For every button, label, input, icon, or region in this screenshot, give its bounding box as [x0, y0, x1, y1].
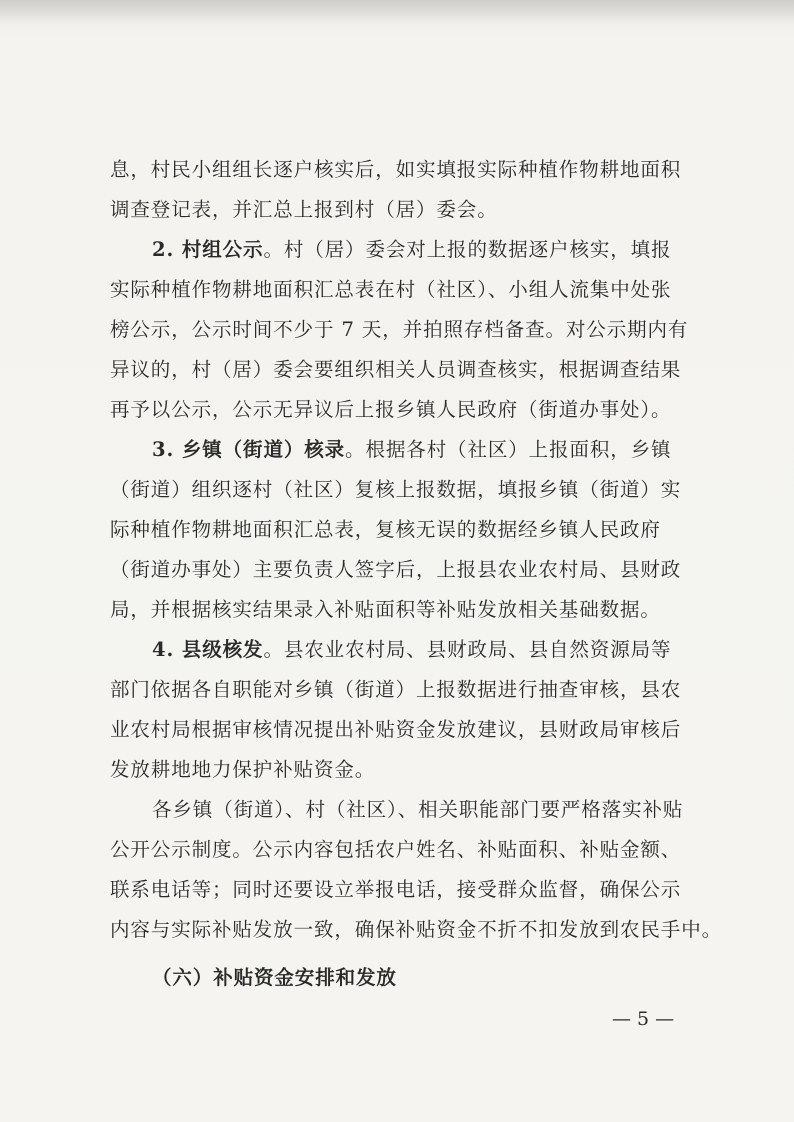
- text-line: 业农村局根据审核情况提出补贴资金发放建议，县财政局审核后: [110, 718, 682, 741]
- text-line: 4. 县级核发。县农业农村局、县财政局、县自然资源局等: [152, 638, 672, 661]
- text-line: 公开公示制度。公示内容包括农户姓名、补贴面积、补贴金额、: [110, 838, 682, 861]
- text-line: 再予以公示，公示无异议后上报乡镇人民政府（街道办事处）。: [110, 398, 672, 421]
- text-line: 调查登记表，并汇总上报到村（居）委会。: [110, 198, 498, 221]
- text-line: 部门依据各自职能对乡镇（街道）上报数据进行抽查审核，县农: [110, 678, 682, 701]
- text-line: 异议的，村（居）委会要组织相关人员调查核实，根据调查结果: [110, 358, 682, 381]
- text-line: 息，村民小组组长逐户核实后，如实填报实际种植作物耕地面积: [110, 158, 682, 181]
- text-line: （街道办事处）主要负责人签字后，上报县农业农村局、县财政: [110, 558, 682, 581]
- text-line: 发放耕地地力保护补贴资金。: [110, 758, 376, 781]
- text-line: 2. 村组公示。村（居）委会对上报的数据逐户核实，填报: [152, 238, 672, 261]
- text-line: 3. 乡镇（街道）核录。根据各村（社区）上报面积，乡镇: [152, 438, 672, 461]
- item-heading: 2. 村组公示: [152, 238, 264, 261]
- body-text: [110, 150, 723, 950]
- text-line: （街道）组织逐村（社区）复核上报数据，填报乡镇（街道）实: [110, 478, 682, 501]
- section-heading: （六）补贴资金安排和发放: [152, 966, 397, 989]
- scan-top-shadow: [0, 0, 794, 24]
- text-line: 实际种植作物耕地面积汇总表在村（社区）、小组人流集中处张: [110, 278, 672, 301]
- text-line: 榜公示，公示时间不少于 7 天，并拍照存档备查。对公示期内有: [110, 318, 689, 341]
- text-line: 各乡镇（街道）、村（社区）、相关职能部门要严格落实补贴: [152, 798, 684, 821]
- text-line: 局，并根据核实结果录入补贴面积等补贴发放相关基础数据。: [110, 598, 661, 621]
- text-line: 联系电话等；同时还要设立举报电话，接受群众监督，确保公示: [110, 878, 682, 901]
- item-heading: 4. 县级核发: [152, 638, 264, 661]
- item-heading: 3. 乡镇（街道）核录: [152, 438, 346, 461]
- text-line: 内容与实际补贴发放一致，确保补贴资金不折不扣发放到农民手中。: [110, 918, 723, 941]
- page-number: — 5 —: [612, 1008, 675, 1030]
- text-line: 际种植作物耕地面积汇总表，复核无误的数据经乡镇人民政府: [110, 518, 661, 541]
